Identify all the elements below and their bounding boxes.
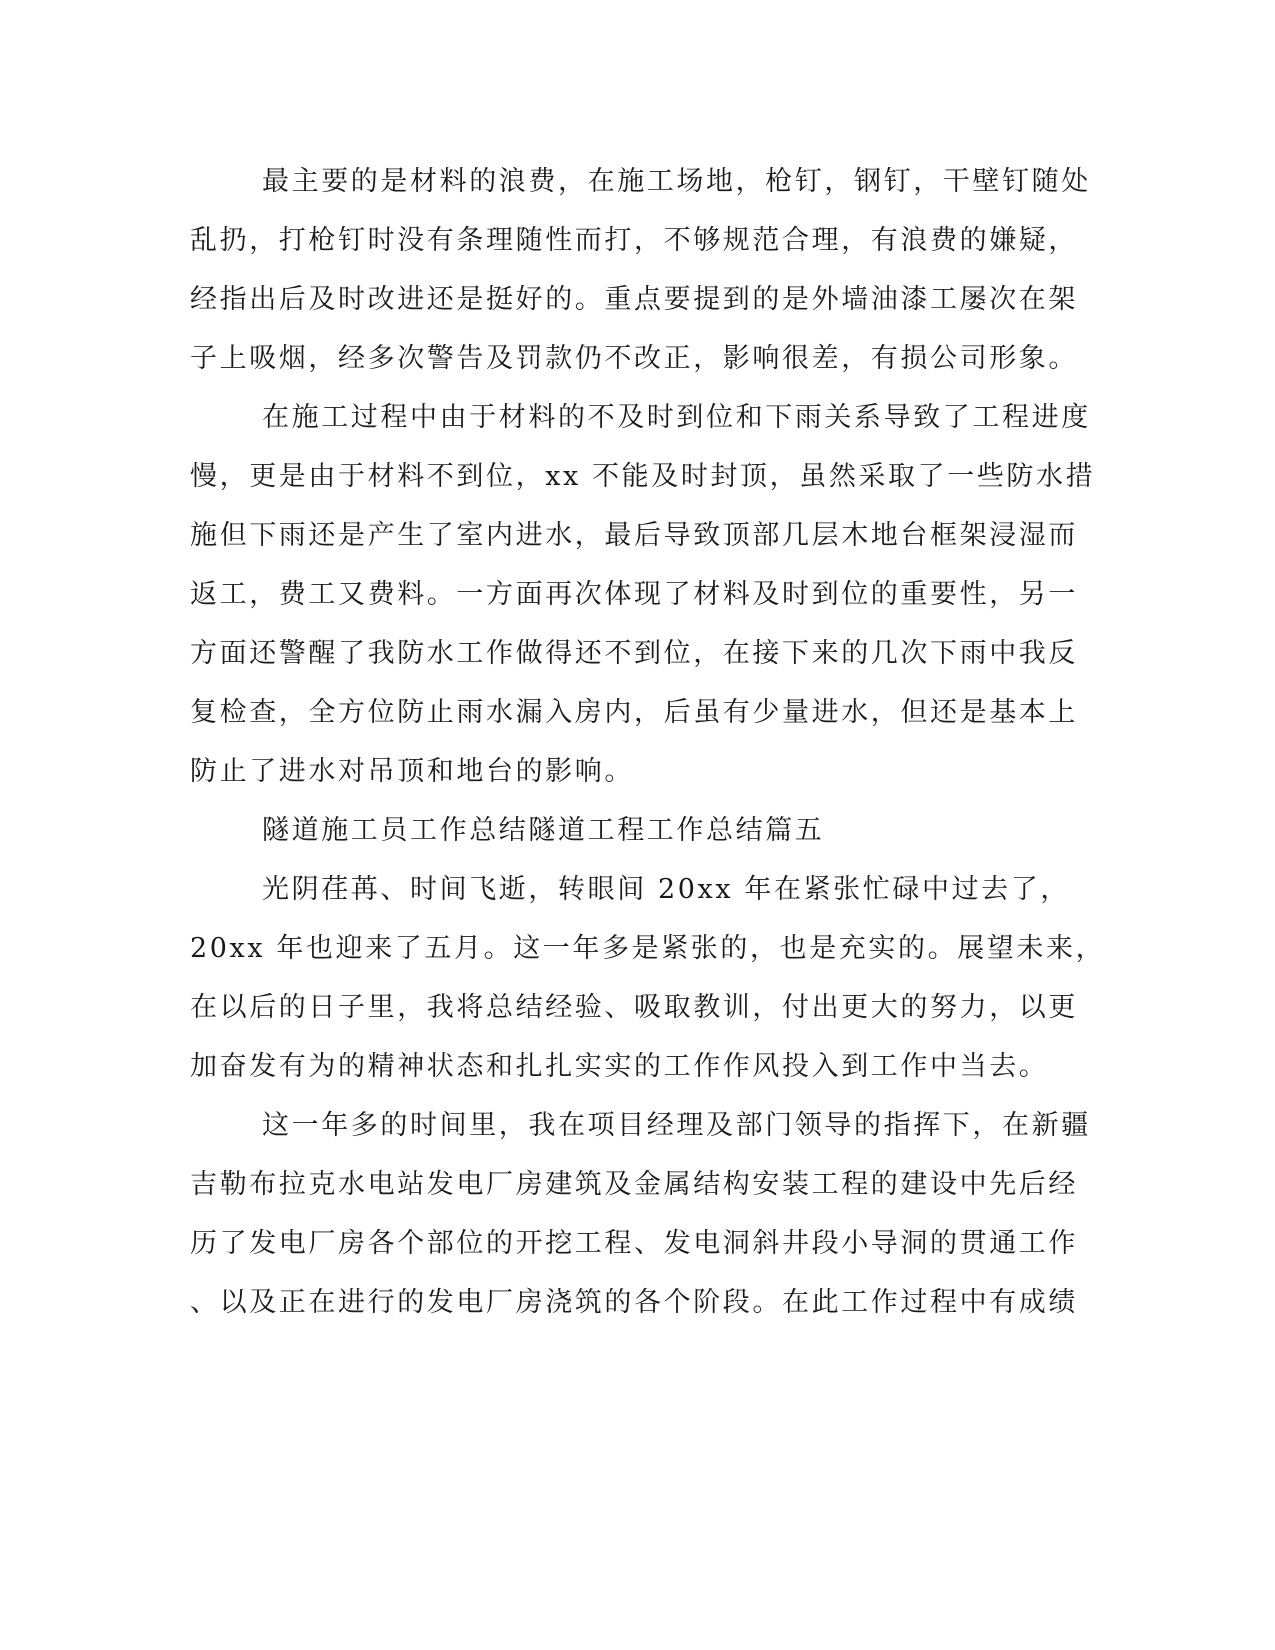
text-line: 历了发电厂房各个部位的开挖工程、发电洞斜井段小导洞的贯通工作 xyxy=(190,1228,1078,1259)
text-line: 加奋发有为的精神状态和扎扎实实的工作作风投入到工作中当去。 xyxy=(190,1051,1049,1082)
text-line: 复检查，全方位防止雨水漏入房内，后虽有少量进水，但还是基本上 xyxy=(190,697,1078,728)
text-line: 方面还警醒了我防水工作做得还不到位，在接下来的几次下雨中我反 xyxy=(190,638,1078,669)
text-line: 返工，费工又费料。一方面再次体现了材料及时到位的重要性，另一 xyxy=(190,579,1078,610)
text-line: 这一年多的时间里，我在项目经理及部门领导的指挥下，在新疆 xyxy=(262,1110,1091,1141)
text-line: 最主要的是材料的浪费，在施工场地，枪钉，钢钉，干壁钉随处 xyxy=(262,166,1091,197)
text-line: 经指出后及时改进还是挺好的。重点要提到的是外墙油漆工屡次在架 xyxy=(190,284,1078,315)
text-line: 子上吸烟，经多次警告及罚款仍不改正，影响很差，有损公司形象。 xyxy=(190,343,1078,374)
text-line: 施但下雨还是产生了室内进水，最后导致顶部几层木地台框架浸湿而 xyxy=(190,520,1078,551)
section-heading: 隧道施工员工作总结隧道工程工作总结篇五 xyxy=(262,815,825,846)
text-line: 乱扔，打枪钉时没有条理随性而打，不够规范合理，有浪费的嫌疑， xyxy=(190,225,1078,256)
text-line: 20xx 年也迎来了五月。这一年多是紧张的，也是充实的。展望未来， xyxy=(190,933,1106,964)
text-line: 光阴荏苒、时间飞逝，转眼间 20xx 年在紧张忙碌中过去了， xyxy=(262,874,1070,905)
text-line: 、以及正在进行的发电厂房浇筑的各个阶段。在此工作过程中有成绩 xyxy=(190,1287,1078,1318)
text-line: 在以后的日子里，我将总结经验、吸取教训，付出更大的努力，以更 xyxy=(190,992,1078,1023)
text-line: 在施工过程中由于材料的不及时到位和下雨关系导致了工程进度 xyxy=(262,402,1091,433)
text-line: 慢，更是由于材料不到位，xx 不能及时封顶，虽然采取了一些防水措 xyxy=(190,461,1096,492)
text-line: 吉勒布拉克水电站发电厂房建筑及金属结构安装工程的建设中先后经 xyxy=(190,1169,1078,1200)
text-line: 防止了进水对吊顶和地台的影响。 xyxy=(190,756,634,787)
